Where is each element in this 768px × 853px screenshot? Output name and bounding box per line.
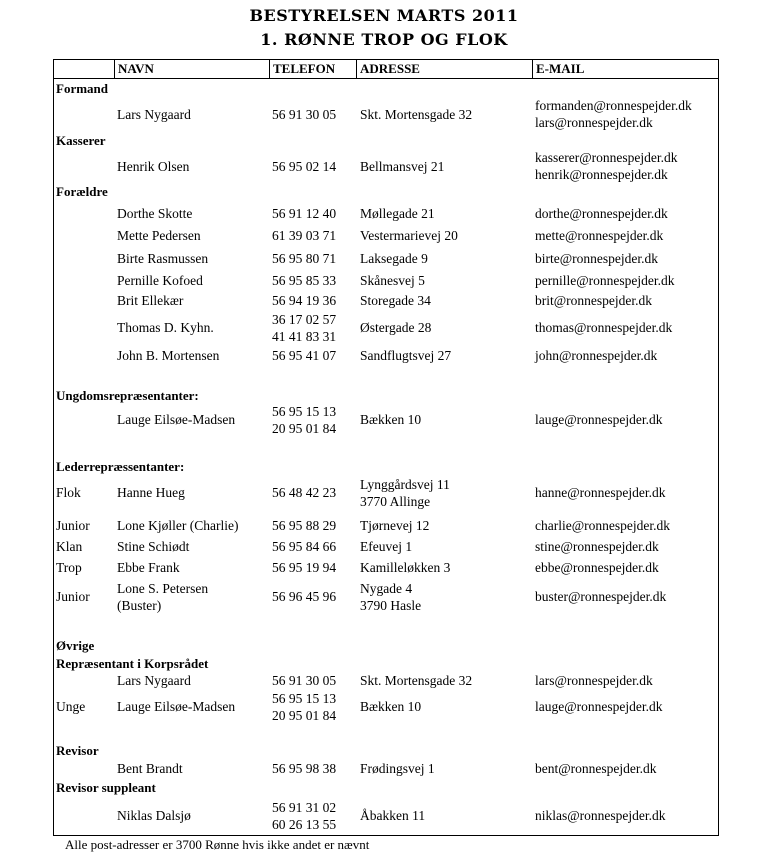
member-address: Skt. Mortensgade 32 [360, 107, 473, 122]
member-email-2[interactable]: lars@ronnespejder.dk [535, 115, 653, 130]
member-address: Sandflugtsvej 27 [360, 348, 452, 363]
footer-note: Alle post-adresser er 3700 Rønne hvis ikke andet er nævnt [65, 837, 370, 852]
member-name: Henrik Olsen [117, 159, 190, 174]
member-email[interactable]: kasserer@ronnespejder.dk [535, 150, 678, 165]
member-name: Hanne Hueg [117, 485, 185, 500]
member-phone-2: 60 26 13 55 [272, 817, 337, 832]
member-email[interactable]: bent@ronnespejder.dk [535, 761, 657, 776]
member-phone: 56 95 15 13 [272, 404, 337, 419]
member-name: Thomas D. Kyhn. [117, 320, 214, 335]
member-name: John B. Mortensen [117, 348, 220, 363]
page-subtitle: 1. RØNNE TROP OG FLOK [260, 30, 508, 49]
member-name: Lone Kjøller (Charlie) [117, 518, 239, 533]
section-ungdom: Ungdomsrepræsentanter: [56, 388, 199, 403]
member-address: Skt. Mortensgade 32 [360, 673, 473, 688]
member-email[interactable]: john@ronnespejder.dk [535, 348, 658, 363]
member-name: Dorthe Skotte [117, 206, 193, 221]
member-name: Niklas Dalsjø [117, 808, 191, 823]
member-email[interactable]: pernille@ronnespejder.dk [535, 273, 675, 288]
member-name: Stine Schiødt [117, 539, 190, 554]
section-leder: Lederrepræssentanter: [56, 459, 185, 474]
member-role: Flok [56, 485, 81, 500]
column-header-email: E-MAIL [536, 61, 585, 76]
member-address: Skånesvej 5 [360, 273, 425, 288]
member-name: Lars Nygaard [117, 673, 191, 688]
member-phone: 61 39 03 71 [272, 228, 337, 243]
member-phone: 56 48 42 23 [272, 485, 337, 500]
member-email[interactable]: niklas@ronnespejder.dk [535, 808, 666, 823]
member-address: Kamilleløkken 3 [360, 560, 451, 575]
member-email[interactable]: thomas@ronnespejder.dk [535, 320, 673, 335]
member-address: Møllegade 21 [360, 206, 435, 221]
member-phone-2: 20 95 01 84 [272, 708, 337, 723]
column-header-telefon: TELEFON [273, 61, 336, 76]
member-name: Birte Rasmussen [117, 251, 209, 266]
member-email[interactable]: brit@ronnespejder.dk [535, 293, 653, 308]
section-formand: Formand [56, 81, 108, 96]
member-phone: 56 91 30 05 [272, 673, 337, 688]
member-email[interactable]: charlie@ronnespejder.dk [535, 518, 671, 533]
member-email[interactable]: formanden@ronnespejder.dk [535, 98, 692, 113]
column-header-adresse: ADRESSE [360, 61, 420, 76]
member-address: Østergade 28 [360, 320, 432, 335]
member-address-2: 3770 Allinge [360, 494, 431, 509]
member-address-2: 3790 Hasle [360, 598, 422, 613]
member-role: Trop [56, 560, 82, 575]
member-phone: 56 91 31 02 [272, 800, 337, 815]
member-role: Klan [56, 539, 83, 554]
member-phone-2: 20 95 01 84 [272, 421, 337, 436]
member-name: Bent Brandt [117, 761, 183, 776]
member-email[interactable]: birte@ronnespejder.dk [535, 251, 659, 266]
member-name: Brit Ellekær [117, 293, 184, 308]
member-address: Frødingsvej 1 [360, 761, 435, 776]
member-phone: 56 91 30 05 [272, 107, 337, 122]
member-address: Bellmansvej 21 [360, 159, 445, 174]
section-kasserer: Kasserer [56, 133, 106, 148]
member-phone: 56 95 85 33 [272, 273, 337, 288]
member-name: Pernille Kofoed [117, 273, 203, 288]
member-name: Lauge Eilsøe-Madsen [117, 699, 236, 714]
member-address: Tjørnevej 12 [360, 518, 430, 533]
member-address: Laksegade 9 [360, 251, 428, 266]
member-email[interactable]: mette@ronnespejder.dk [535, 228, 664, 243]
member-role: Junior [56, 518, 90, 533]
column-header-navn: NAVN [118, 61, 154, 76]
member-phone-2: 41 41 83 31 [272, 329, 337, 344]
member-email[interactable]: ebbe@ronnespejder.dk [535, 560, 659, 575]
member-email[interactable]: dorthe@ronnespejder.dk [535, 206, 668, 221]
section-revisor-suppleant: Revisor suppleant [56, 780, 156, 795]
member-phone: 56 96 45 96 [272, 589, 337, 604]
member-email[interactable]: lauge@ronnespejder.dk [535, 699, 663, 714]
member-phone: 56 95 19 94 [272, 560, 337, 575]
page-title: BESTYRELSEN MARTS 2011 [249, 6, 519, 25]
member-address: Storegade 34 [360, 293, 431, 308]
member-phone: 56 95 88 29 [272, 518, 337, 533]
member-role: Junior [56, 589, 90, 604]
member-phone: 56 95 41 07 [272, 348, 337, 363]
member-name: Lone S. Petersen [117, 581, 209, 596]
member-phone: 56 95 80 71 [272, 251, 337, 266]
member-email[interactable]: stine@ronnespejder.dk [535, 539, 659, 554]
member-phone: 56 95 84 66 [272, 539, 337, 554]
member-address: Vestermarievej 20 [360, 228, 458, 243]
section-ovrige: Øvrige [56, 638, 95, 653]
member-address: Åbakken 11 [360, 808, 426, 823]
member-email[interactable]: lauge@ronnespejder.dk [535, 412, 663, 427]
member-address: Nygade 4 [360, 581, 413, 596]
member-phone: 36 17 02 57 [272, 312, 337, 327]
member-phone: 56 91 12 40 [272, 206, 337, 221]
member-phone: 56 95 98 38 [272, 761, 337, 776]
member-phone: 56 95 02 14 [272, 159, 337, 174]
section-revisor: Revisor [56, 743, 99, 758]
member-address: Lynggårdsvej 11 [360, 477, 450, 492]
member-address: Efeuvej 1 [360, 539, 413, 554]
member-phone: 56 94 19 36 [272, 293, 337, 308]
member-address: Bækken 10 [360, 412, 422, 427]
member-email[interactable]: buster@ronnespejder.dk [535, 589, 667, 604]
member-email-2[interactable]: henrik@ronnespejder.dk [535, 167, 668, 182]
board-table [53, 59, 719, 836]
member-name: Ebbe Frank [117, 560, 180, 575]
member-name: Lauge Eilsøe-Madsen [117, 412, 236, 427]
member-address: Bækken 10 [360, 699, 422, 714]
member-name: Mette Pedersen [117, 228, 201, 243]
member-email[interactable]: lars@ronnespejder.dk [535, 673, 653, 688]
member-role: Unge [56, 699, 86, 714]
member-name: Lars Nygaard [117, 107, 191, 122]
member-email[interactable]: hanne@ronnespejder.dk [535, 485, 666, 500]
section-foraeldre: Forældre [56, 184, 108, 199]
section-korpsraadet: Repræsentant i Korpsrådet [56, 656, 209, 671]
member-name-2: (Buster) [117, 598, 162, 613]
member-phone: 56 95 15 13 [272, 691, 337, 706]
